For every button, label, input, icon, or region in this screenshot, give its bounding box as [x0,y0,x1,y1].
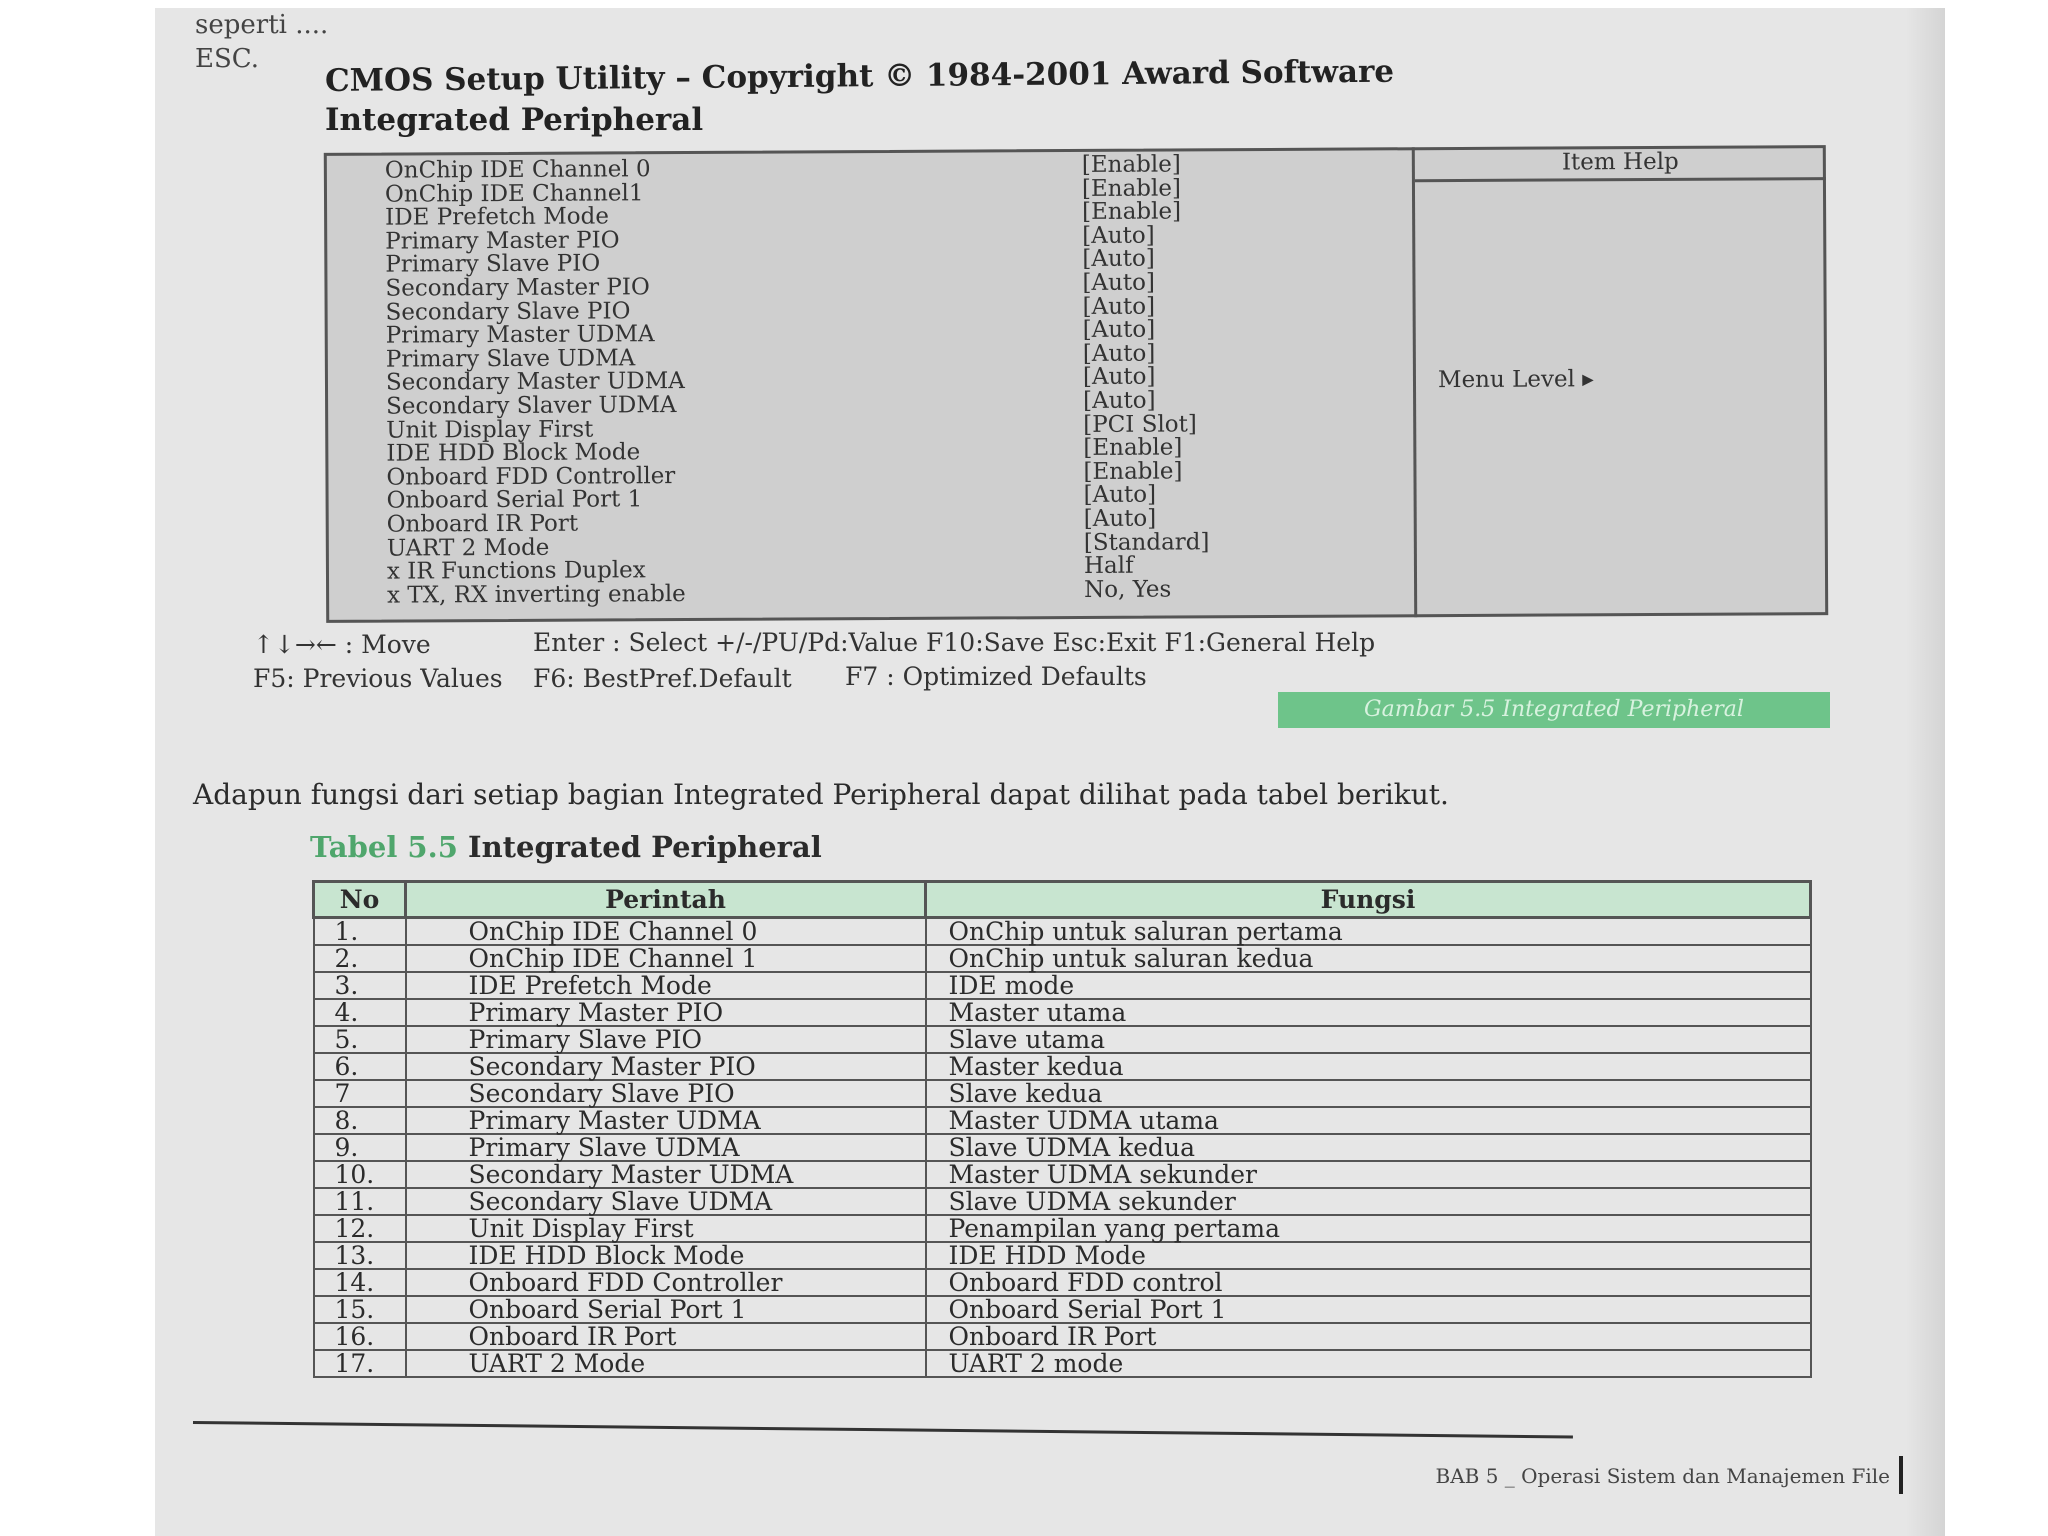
cell-no: 12. [314,1215,406,1242]
bios-value: [Enable] [1081,175,1181,202]
cell-fungsi: IDE HDD Mode [926,1242,1811,1269]
cell-perintah: Primary Master UDMA [406,1107,926,1134]
bios-item: x IR Functions Duplex [386,557,646,585]
cell-fungsi: Onboard FDD control [926,1269,1811,1296]
table-header-row [314,882,1811,918]
legend-enter: Enter : Select +/-/PU/Pd:Value F10:Save Esc:Exit F1:General Help [533,628,1376,657]
cell-perintah: Secondary Master UDMA [406,1161,926,1188]
page-top-text [195,8,328,76]
item-help-panel [1412,145,1828,617]
cell-no: 3. [314,972,406,999]
menu-level-label: Menu Level ▸ [1437,366,1594,394]
cell-no: 13. [314,1242,406,1269]
table-row [314,1242,1811,1269]
bios-item: OnChip IDE Channel1 [384,179,644,208]
page-footer: BAB 5 _ Operasi Sistem dan Manajemen File [1435,1464,1890,1488]
footer-marker [1899,1456,1903,1494]
bios-value: [Auto] [1082,222,1155,249]
cell-perintah: OnChip IDE Channel 0 [406,918,926,946]
bios-value: [Auto] [1083,387,1156,414]
bios-value: [Auto] [1083,481,1157,509]
cell-fungsi: Penampilan yang pertama [926,1215,1811,1242]
bios-item: Primary Slave PIO [385,250,601,278]
cell-perintah: Secondary Slave PIO [406,1080,926,1107]
cell-fungsi: Onboard Serial Port 1 [926,1296,1811,1323]
top-text-line: seperti .... [195,10,329,40]
cell-no: 17. [314,1350,406,1377]
cell-fungsi: Slave UDMA sekunder [926,1188,1811,1215]
header-fungsi: Fungsi [926,882,1811,918]
bios-value: Half [1083,552,1134,580]
bios-value: [Standard] [1083,528,1210,556]
cell-fungsi: Master kedua [926,1053,1811,1080]
cmos-title: CMOS Setup Utility – Copyright © 1984-2001 Award Software [324,53,1395,99]
cell-fungsi: IDE mode [926,972,1811,999]
table-row [314,1188,1811,1215]
cell-fungsi: Master UDMA utama [926,1107,1811,1134]
bios-item-list [385,156,1127,608]
bios-item: Onboard FDD Controller [386,462,676,491]
cell-no: 6. [314,1053,406,1080]
cell-fungsi: UART 2 mode [926,1350,1811,1377]
bios-item: Primary Master UDMA [385,321,655,349]
cell-no: 11. [314,1188,406,1215]
bios-item: UART 2 Mode [386,534,550,562]
bios-item: Secondary Slaver UDMA [386,392,677,420]
table-row [314,1053,1811,1080]
table-label: Tabel 5.5 [310,830,458,864]
cell-no: 16. [314,1323,406,1350]
bios-item: OnChip IDE Channel 0 [384,156,651,184]
bios-value: [Auto] [1082,340,1156,367]
cell-perintah: IDE HDD Block Mode [406,1242,926,1269]
bios-value: [Auto] [1082,363,1156,391]
header-perintah: Perintah [406,882,926,918]
cell-no: 1. [314,918,406,946]
cell-fungsi: OnChip untuk saluran kedua [926,945,1811,972]
item-help-title: Item Help [1415,145,1826,182]
bios-value: [PCI Slot] [1083,410,1197,438]
cell-no: 4. [314,999,406,1026]
legend-move: ↑↓→← : Move [253,630,431,659]
table-row [314,1296,1811,1323]
table-row [314,918,1811,946]
bios-item: Secondary Slave PIO [385,297,631,326]
bios-item: IDE HDD Block Mode [386,439,641,467]
cell-fungsi: Master utama [926,999,1811,1026]
cell-no: 2. [314,945,406,972]
bios-value: [Enable] [1083,434,1183,462]
cell-fungsi: OnChip untuk saluran pertama [926,918,1811,946]
table-row [314,1134,1811,1161]
header-no: No [314,882,406,918]
cell-perintah: Secondary Slave UDMA [406,1188,926,1215]
cell-no: 14. [314,1269,406,1296]
cell-perintah: Onboard FDD Controller [406,1269,926,1296]
cell-perintah: Secondary Master PIO [406,1053,926,1080]
legend-f6: F6: BestPref.Default [533,664,792,693]
legend-f5: F5: Previous Values [253,664,503,693]
table-row [314,1215,1811,1242]
cell-perintah: Primary Slave UDMA [406,1134,926,1161]
bios-item: Secondary Master PIO [385,274,650,302]
table-row [314,1026,1811,1053]
cell-fungsi: Slave UDMA kedua [926,1134,1811,1161]
cell-no: 5. [314,1026,406,1053]
cell-perintah: UART 2 Mode [406,1350,926,1377]
bios-value: [Auto] [1082,245,1155,273]
cmos-subtitle: Integrated Peripheral [325,102,704,138]
cell-perintah: OnChip IDE Channel 1 [406,945,926,972]
legend-f7: F7 : Optimized Defaults [845,662,1147,691]
table-row [314,1107,1811,1134]
bios-value: [Auto] [1082,269,1156,296]
cell-no: 7 [314,1080,406,1107]
cell-fungsi: Master UDMA sekunder [926,1161,1811,1188]
page-rule [193,1421,1573,1438]
cell-fungsi: Slave utama [926,1026,1811,1053]
cell-no: 9. [314,1134,406,1161]
function-table [312,880,1812,1378]
bios-item: Primary Slave UDMA [385,345,636,373]
cell-no: 15. [314,1296,406,1323]
bios-item: Onboard Serial Port 1 [386,486,643,514]
bios-item: Onboard IR Port [386,510,579,538]
bios-value: [Auto] [1082,316,1156,344]
cell-fungsi: Slave kedua [926,1080,1811,1107]
bios-value: No, Yes [1084,576,1172,603]
table-row [314,972,1811,999]
bios-value: [Auto] [1083,505,1157,532]
cell-perintah: Primary Slave PIO [406,1026,926,1053]
bios-item: Primary Master PIO [385,227,620,255]
cell-no: 8. [314,1107,406,1134]
table-row [314,1080,1811,1107]
table-title [310,830,822,864]
cell-perintah: Unit Display First [406,1215,926,1242]
bios-value: [Enable] [1081,151,1181,178]
table-row [314,1323,1811,1350]
bios-item: Secondary Master UDMA [385,368,685,396]
table-row [314,1161,1811,1188]
cell-perintah: Onboard Serial Port 1 [406,1296,926,1323]
cell-no: 10. [314,1161,406,1188]
bios-item: x TX, RX inverting enable [387,580,686,609]
cell-perintah: IDE Prefetch Mode [406,972,926,999]
table-row [314,945,1811,972]
bios-item: Unit Display First [386,416,594,444]
bios-value: [Enable] [1082,198,1182,226]
figure-caption: Gambar 5.5 Integrated Peripheral [1278,692,1830,728]
bios-value: [Enable] [1083,458,1183,485]
top-text-line: ESC. [195,44,260,74]
table-row [314,999,1811,1026]
intro-text: Adapun fungsi dari setiap bagian Integrated Peripheral dapat dilihat pada tabel berikut. [193,778,1449,811]
bios-item: IDE Prefetch Mode [385,203,609,231]
book-page [155,8,1945,1536]
table-title-text: Integrated Peripheral [468,830,822,864]
table-row [314,1269,1811,1296]
cell-fungsi: Onboard IR Port [926,1323,1811,1350]
bios-setup-panel [324,145,1828,623]
bios-value-list [1082,153,1344,603]
cell-perintah: Primary Master PIO [406,999,926,1026]
table-row [314,1350,1811,1377]
bios-value: [Auto] [1082,293,1156,320]
cell-perintah: Onboard IR Port [406,1323,926,1350]
